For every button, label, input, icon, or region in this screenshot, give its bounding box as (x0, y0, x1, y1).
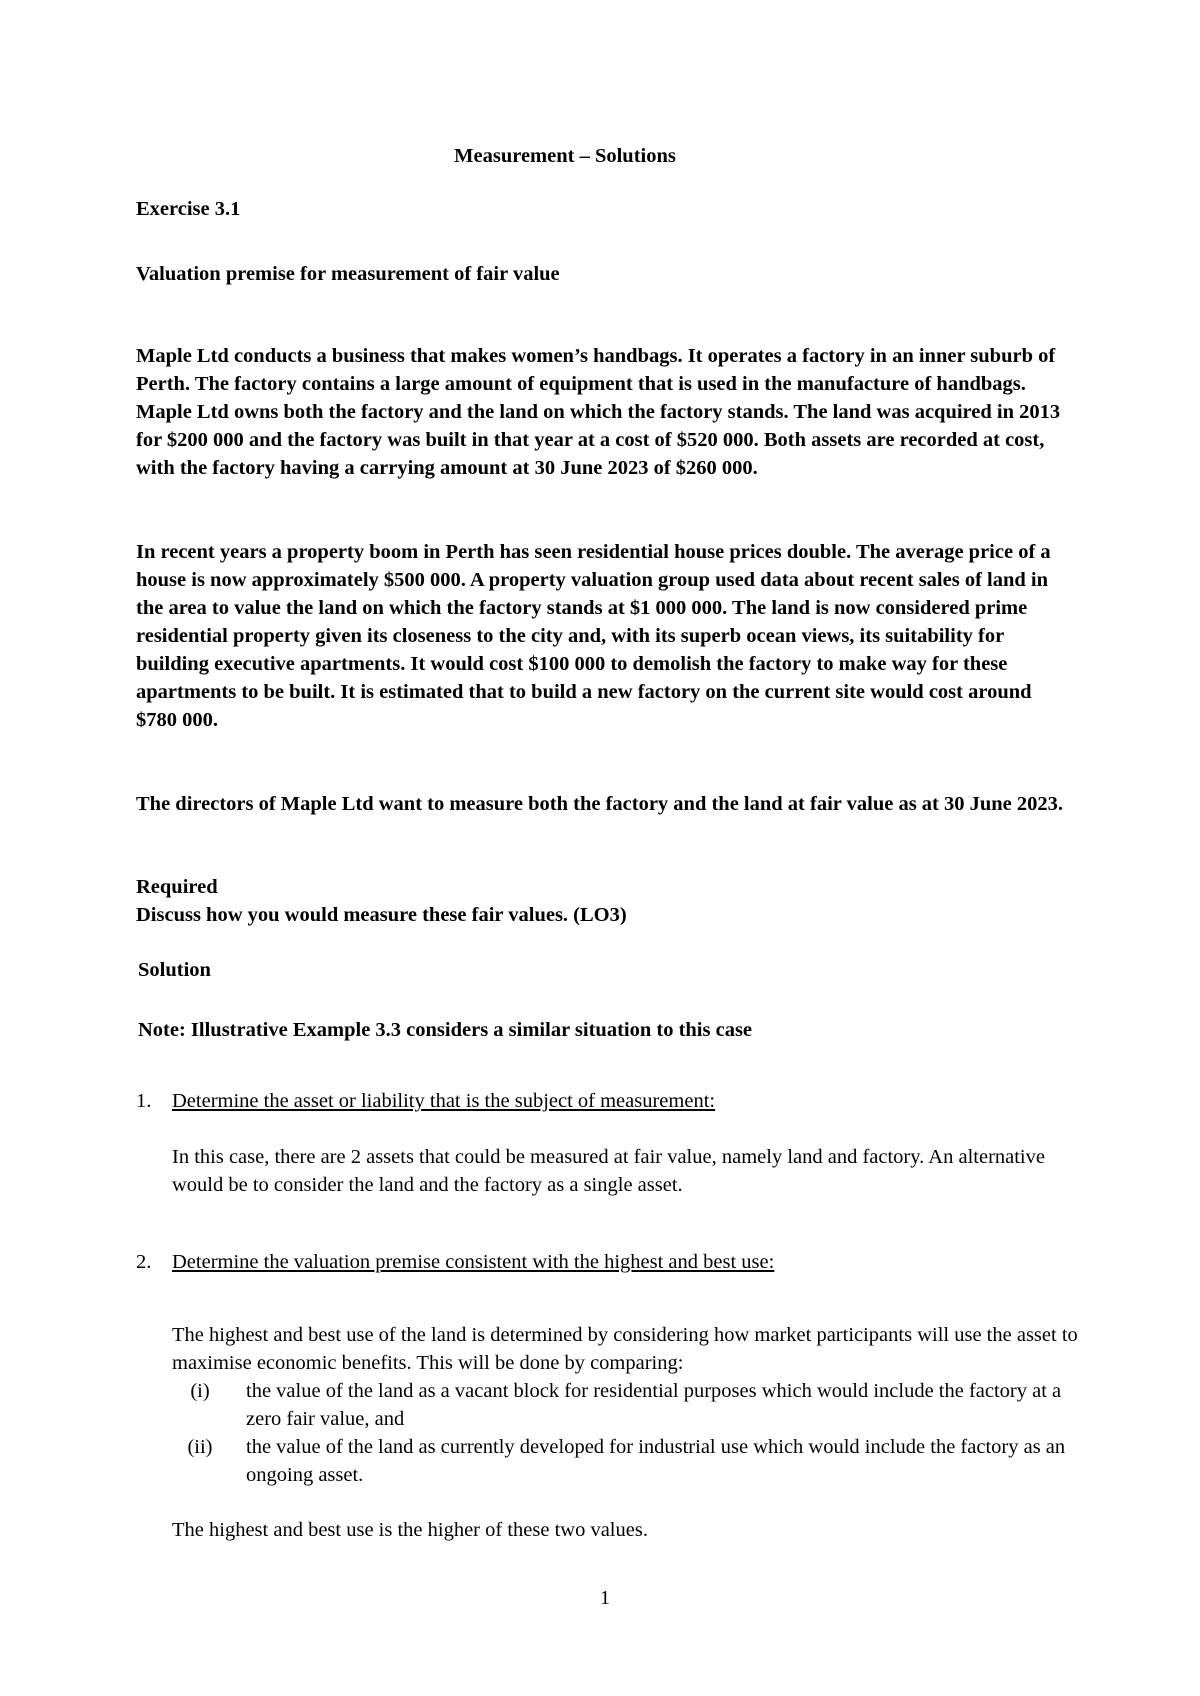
solution-label: Solution (138, 959, 211, 981)
list-marker: (ii) (187, 1436, 213, 1458)
required-text: Discuss how you would measure these fair values. (LO3) (136, 904, 627, 926)
step-1-body: In this case, there are 2 assets that could be measured at fair value, namely land and factory. An alternative would be to consider the land and the factory as a single asset. (172, 1146, 1045, 1196)
exercise-label: Exercise 3.1 (136, 198, 241, 220)
case-paragraph-3: The directors of Maple Ltd want to measure both the factory and the land at fair value as at 30 June 2023. (136, 793, 1064, 815)
exercise-subtitle: Valuation premise for measurement of fair value (136, 263, 560, 285)
list-text: the value of the land as a vacant block for residential purposes which would include the factory at a zero fair value, and (246, 1380, 1062, 1430)
required-label: Required (136, 876, 218, 898)
step-2-body: The highest and best use of the land is determined by considering how market participants will use the asset to maximise economic benefits. This will be done by comparing: (172, 1324, 1078, 1374)
page-number: 1 (599, 1587, 611, 1609)
case-paragraph-1: Maple Ltd conducts a business that makes women’s handbags. It operates a factory in an inner suburb of Perth. The factory contains a large amount of equipment that is used in the manufacture of handbags. Maple Ltd owns both the factory and the land on which the factory stands. The land was acquired in 2013 for $200 000 and the factory was built in that year at a cost of $520 000. Both assets are recorded at cost, with the factory having a carrying amount at 30 June 2023 of $260 000. (136, 345, 1061, 479)
step-heading: Determine the asset or liability that is the subject of measurement: (172, 1090, 716, 1112)
list-text: the value of the land as currently developed for industrial use which would include the factory as an ongoing asset. (246, 1436, 1066, 1486)
step-2-conclusion: The highest and best use is the higher of these two values. (172, 1519, 648, 1541)
step-number: 2. (136, 1251, 152, 1273)
step-heading: Determine the valuation premise consistent with the highest and best use: (172, 1251, 775, 1273)
list-marker: (i) (190, 1380, 210, 1402)
case-paragraph-2: In recent years a property boom in Perth has seen residential house prices double. The average price of a house is now approximately $500 000. A property valuation group used data about recent sales of land in the area to value the land on which the factory stands at $1 000 000. The land is now considered prime residential property given its closeness to the city and, with its superb ocean views, its suitability for building executive apartments. It would cost $100 000 to demolish the factory to make way for these apartments to be built. It is estimated that to build a new factory on the current site would cost around $780 000. (136, 541, 1051, 731)
solution-note: Note: Illustrative Example 3.3 considers a similar situation to this case (138, 1019, 753, 1041)
document-title: Measurement – Solutions (454, 145, 676, 167)
step-number: 1. (136, 1090, 152, 1112)
